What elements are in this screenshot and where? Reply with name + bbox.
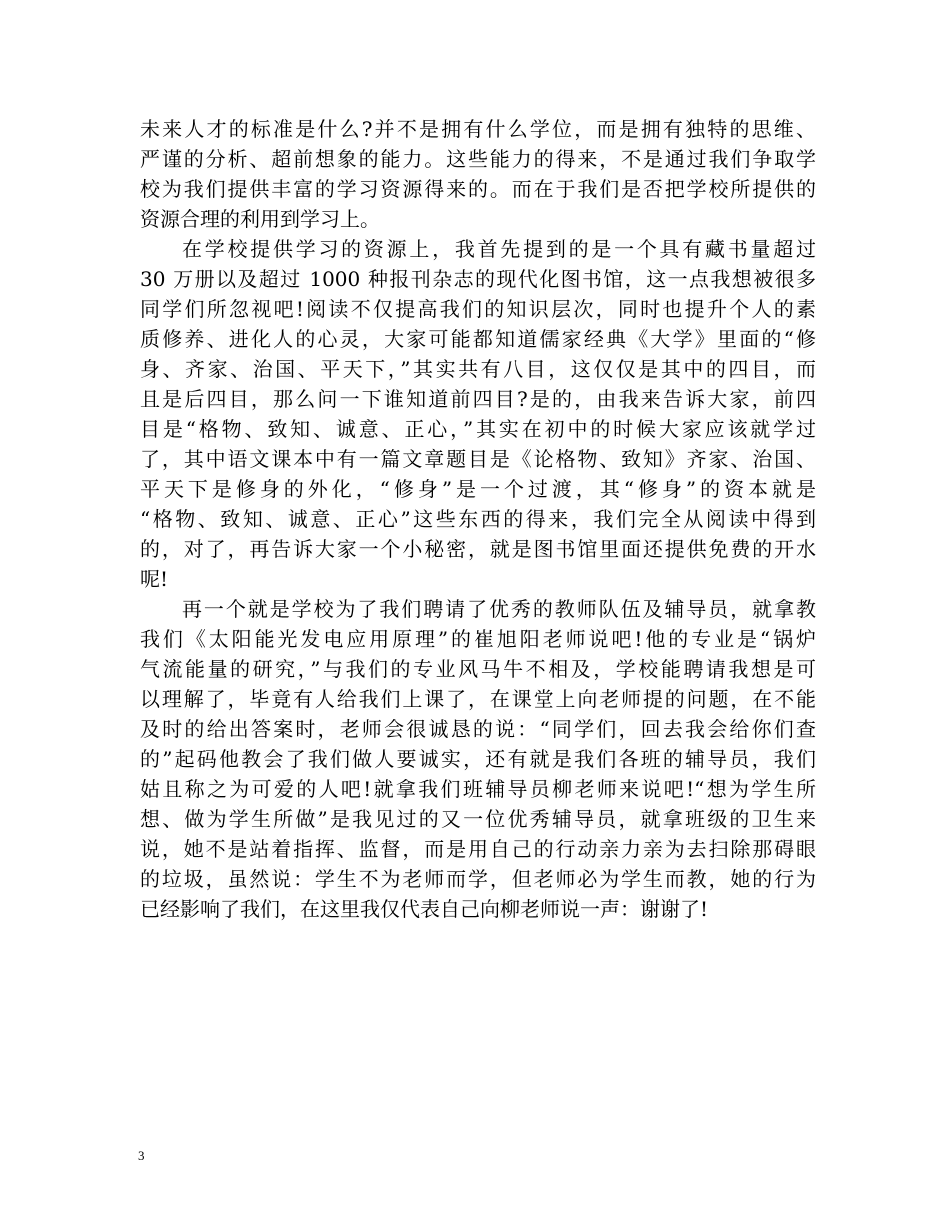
body-text (140, 114, 816, 924)
paragraph-2 (140, 234, 816, 594)
text-line: 说，她不是站着指挥、监督，而是用自己的行动亲力亲为去扫除那碍眼 (140, 837, 816, 861)
text-line: 姑且称之为可爱的人吧!就拿我们班辅导员柳老师来说吧!“想为学生所 (140, 777, 816, 801)
text-line: 我们《太阳能光发电应用原理”的崔旭阳老师说吧!他的专业是“锅炉 (140, 627, 816, 651)
text-line: 质修养、进化人的心灵，大家可能都知道儒家经典《大学》里面的“修 (140, 327, 816, 351)
text-line: 身、齐家、治国、平天下，”其实共有八目，这仅仅是其中的四目，而 (140, 357, 816, 381)
text-line: 目是“格物、致知、诚意、正心，”其实在初中的时候大家应该就学过 (140, 417, 816, 441)
text-line: 在学校提供学习的资源上，我首先提到的是一个具有藏书量超过 (182, 237, 816, 261)
text-line: 未来人才的标准是什么?并不是拥有什么学位，而是拥有独特的思维、 (140, 117, 816, 141)
text-line: 且是后四目，那么问一下谁知道前四目?是的，由我来告诉大家，前四 (140, 387, 816, 411)
text-line: 及时的给出答案时，老师会很诚恳的说：“同学们，回去我会给你们查 (140, 717, 816, 741)
paragraph-3 (140, 594, 816, 924)
text-line: 平天下是修身的外化，“修身”是一个过渡，其“修身”的资本就是 (140, 477, 816, 501)
text-line: 再一个就是学校为了我们聘请了优秀的教师队伍及辅导员，就拿教 (182, 597, 816, 621)
paragraph-1 (140, 114, 816, 234)
text-line: 的垃圾，虽然说：学生不为老师而学，但老师必为学生而教，她的行为 (140, 867, 816, 891)
text-line: 以理解了，毕竟有人给我们上课了，在课堂上向老师提的问题，在不能 (140, 687, 816, 711)
text-line: 严谨的分析、超前想象的能力。这些能力的得来，不是通过我们争取学 (140, 147, 816, 171)
text-line: 同学们所忽视吧!阅读不仅提高我们的知识层次，同时也提升个人的素 (140, 297, 816, 321)
text-line: “格物、致知、诚意、正心”这些东西的得来，我们完全从阅读中得到 (140, 507, 816, 531)
text-line: 的”起码他教会了我们做人要诚实，还有就是我们各班的辅导员，我们 (140, 747, 816, 771)
text-line: 30 万册以及超过 1000 种报刊杂志的现代化图书馆，这一点我想被很多 (140, 267, 816, 291)
text-line: 的，对了，再告诉大家一个小秘密，就是图书馆里面还提供免费的开水 (140, 537, 816, 561)
text-line: 资源合理的利用到学习上。 (140, 207, 380, 231)
text-line: 气流能量的研究，”与我们的专业风马牛不相及，学校能聘请我想是可 (140, 657, 816, 681)
text-line: 了，其中语文课本中有一篇文章题目是《论格物、致知》齐家、治国、 (140, 447, 816, 471)
page-number: 3 (138, 1148, 145, 1163)
text-line: 已经影响了我们，在这里我仅代表自己向柳老师说一声：谢谢了! (140, 897, 709, 921)
text-line: 校为我们提供丰富的学习资源得来的。而在于我们是否把学校所提供的 (140, 177, 816, 201)
text-line: 想、做为学生所做”是我见过的又一位优秀辅导员，就拿班级的卫生来 (140, 807, 816, 831)
text-line: 呢! (140, 567, 169, 591)
